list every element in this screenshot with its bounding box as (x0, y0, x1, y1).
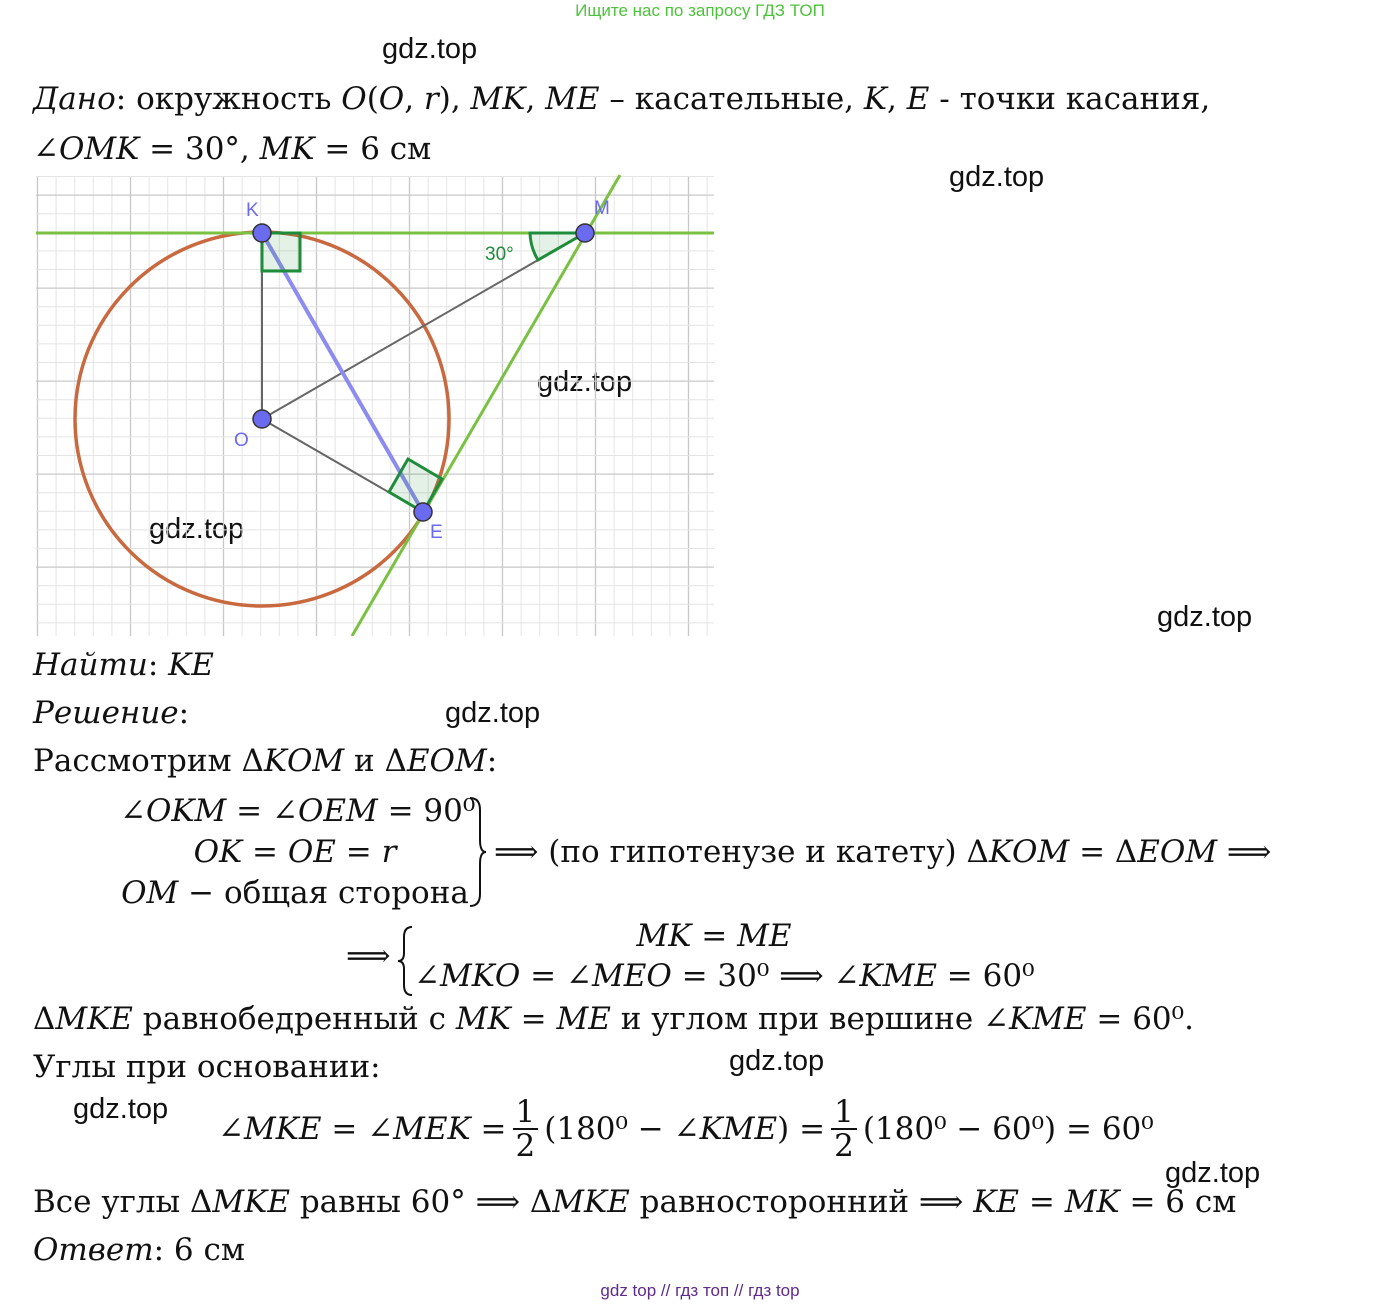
point-label-e: E (430, 522, 443, 543)
system2-arrow: ⟹ (346, 938, 391, 974)
answer-value: : 6 см (153, 1232, 245, 1268)
solution-heading (33, 695, 189, 731)
solution-label: Решение (33, 695, 179, 731)
answer-label: Ответ (33, 1232, 154, 1268)
system1-row-2: 𝑂𝐾 = 𝑂𝐸 = 𝑟 (193, 834, 397, 870)
system1-row-3: 𝑂𝑀 − общая сторона (121, 875, 469, 911)
conclusion-line: Все углы Δ𝑀𝐾𝐸 равны 60° ⟹ Δ𝑀𝐾𝐸 равносторонний ⟹ 𝐾𝐸 = 𝑀𝐾 = 6 см (33, 1184, 1237, 1220)
system1-row-1: ∠𝑂𝐾𝑀 = ∠𝑂𝐸𝑀 = 90⁰ (120, 793, 476, 829)
find-line (33, 647, 214, 683)
isosceles-line: Δ𝑀𝐾𝐸 равнобедренный с 𝑀𝐾 = 𝑀𝐸 и углом при вершине ∠𝐾𝑀𝐸 = 60⁰. (33, 1001, 1194, 1037)
system2-row-2: ∠𝑀𝐾𝑂 = ∠𝑀𝐸𝑂 = 30⁰ ⟹ ∠𝐾𝑀𝐸 = 60⁰ (414, 958, 1035, 994)
fraction-numerator: 1 (513, 1096, 539, 1130)
base-angles-line: Углы при основании: (33, 1049, 381, 1085)
answer-line (33, 1232, 245, 1268)
formula-left: ∠𝑀𝐾𝐸 = ∠𝑀𝐸𝐾 = (218, 1111, 507, 1147)
watermark: gdz.top (537, 366, 633, 398)
angle-label: 30° (485, 244, 514, 265)
solution-colon: : (178, 695, 190, 731)
segment-om (262, 233, 585, 419)
watermark: gdz.top (1157, 601, 1253, 633)
fraction-2 (831, 1096, 857, 1162)
fraction-numerator: 1 (831, 1096, 857, 1130)
given-line-2: ∠𝑂𝑀𝐾 = 30°, 𝑀𝐾 = 6 см (33, 131, 432, 167)
point-label-m: M (594, 198, 610, 219)
point-o (253, 410, 271, 428)
point-k (253, 224, 271, 242)
system1-result: ⟹ (по гипотенузе и катету) Δ𝐾𝑂𝑀 = Δ𝐸𝑂𝑀 ⟹ (494, 834, 1272, 870)
consider-line: Рассмотрим Δ𝐾𝑂𝑀 и Δ𝐸𝑂𝑀: (33, 743, 498, 779)
point-label-k: K (246, 200, 259, 221)
point-e (414, 503, 432, 521)
watermark: gdz.top (382, 33, 478, 65)
footer-links: gdz top // гдз топ // гдз top (600, 1281, 800, 1300)
watermark: gdz.top (73, 1093, 169, 1125)
watermark: gdz.top (149, 513, 245, 545)
fraction-denominator: 2 (515, 1128, 536, 1164)
right-brace (466, 796, 488, 908)
base-angle-formula (218, 1096, 1154, 1162)
fraction-denominator: 2 (834, 1128, 854, 1164)
point-m (576, 224, 594, 242)
watermark: gdz.top (445, 697, 541, 729)
watermark: gdz.top (949, 161, 1045, 193)
chord-ke (262, 233, 423, 512)
formula-right: (180⁰ − 60⁰) = 60⁰ (862, 1111, 1154, 1147)
system2-row-1: 𝑀𝐾 = 𝑀𝐸 (636, 918, 792, 954)
watermark: gdz.top (1165, 1157, 1261, 1189)
find-value: : 𝐾𝐸 (147, 647, 214, 683)
formula-mid: (180⁰ − ∠𝐾𝑀𝐸) = (544, 1111, 826, 1147)
given-label: Дано (33, 81, 116, 117)
find-label: Найти (33, 647, 148, 683)
given-line-1 (33, 81, 1210, 117)
given-text: : окружность 𝑂(𝑂, 𝑟), 𝑀𝐾, 𝑀𝐸 – касательные, 𝐾, 𝐸 - точки касания, (115, 81, 1211, 117)
watermark: gdz.top (729, 1045, 825, 1077)
top-banner: Ищите нас по запросу ГДЗ ТОП (575, 1, 825, 20)
fraction-1 (513, 1096, 539, 1162)
geometry-figure (30, 170, 720, 636)
point-label-o: O (234, 430, 249, 451)
left-brace (396, 925, 416, 997)
